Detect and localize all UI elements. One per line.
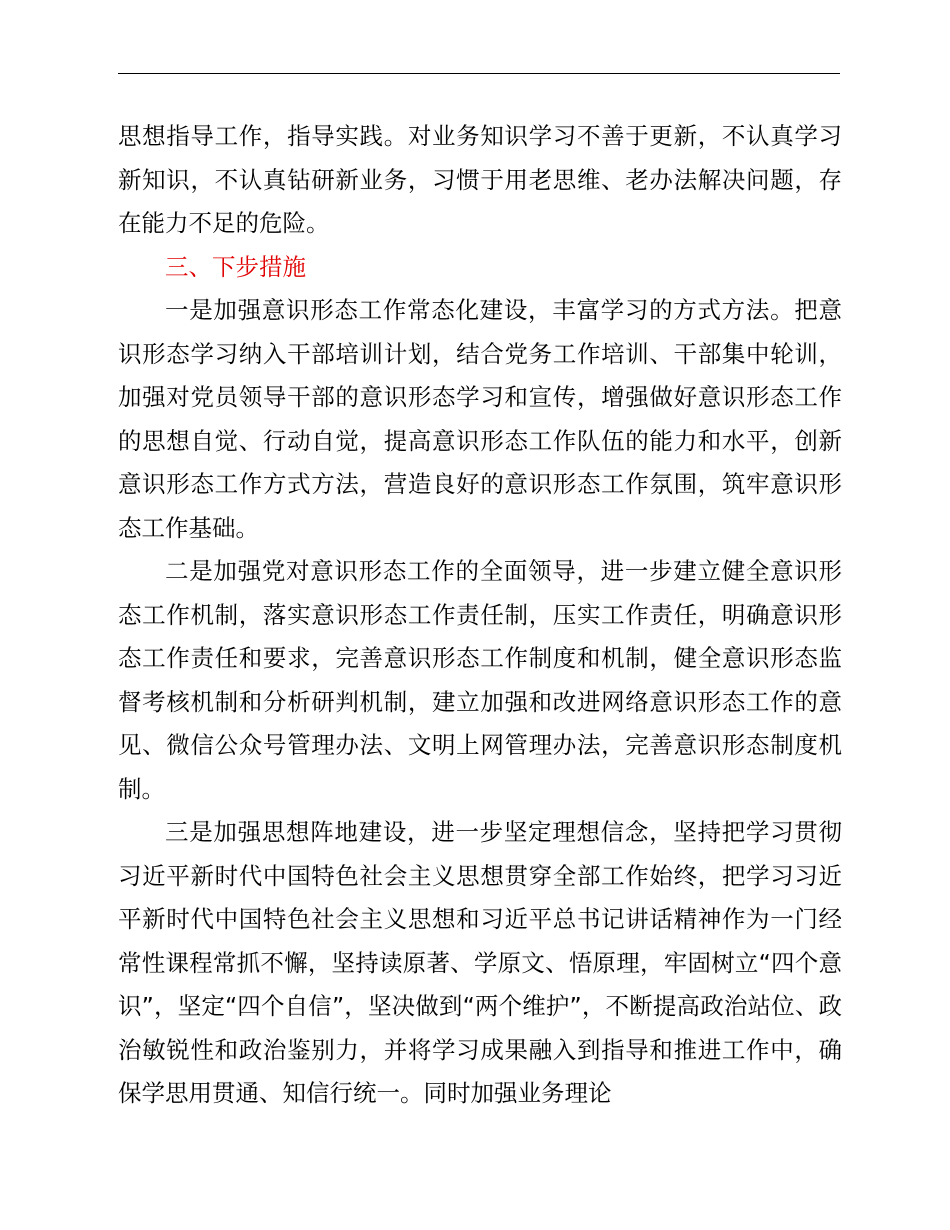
paragraph-continuation: 思想指导工作，指导实践。对业务知识学习不善于更新，不认真学习新知识，不认真钻研新业务，习惯于用老思维、老办法解决问题，存在能力不足的危险。 xyxy=(118,122,842,237)
paragraph-measure-two: 二是加强党对意识形态工作的全面领导，进一步建立健全意识形态工作机制，落实意识形态工作责任制，压实工作责任，明确意识形态工作责任和要求，完善意识形态工作制度和机制，健全意识形态监督考核机制和分析研判机制，建立加强和改进网络意识形态工作的意见、微信公众号管理办法、文明上网管理办法，完善意识形态制度机制。 xyxy=(118,557,842,803)
paragraph-measure-three: 三是加强思想阵地建设，进一步坚定理想信念，坚持把学习贯彻习近平新时代中国特色社会主义思想贯穿全部工作始终，把学习习近平新时代中国特色社会主义思想和习近平总书记讲话精神作为一门经常性课程常抓不懈，坚持读原著、学原文、悟原理，牢固树立“四个意识”，坚定“四个自信”，坚决做到“两个维护”，不断提高政治站位、政治敏锐性和政治鉴别力，并将学习成果融入到指导和推进工作中，确保学思用贯通、知信行统一。同时加强业务理论 xyxy=(118,818,842,1107)
paragraph-measure-one: 一是加强意识形态工作常态化建设，丰富学习的方式方法。把意识形态学习纳入干部培训计划，结合党务工作培训、干部集中轮训，加强对党员领导干部的意识形态学习和宣传，增强做好意识形态工作的思想自觉、行动自觉，提高意识形态工作队伍的能力和水平，创新意识形态工作方式方法，营造良好的意识形态工作氛围，筑牢意识形态工作基础。 xyxy=(118,296,842,542)
document-body xyxy=(118,115,842,1116)
section-heading: 三、下步措施 xyxy=(165,252,306,281)
header-divider xyxy=(118,73,840,74)
